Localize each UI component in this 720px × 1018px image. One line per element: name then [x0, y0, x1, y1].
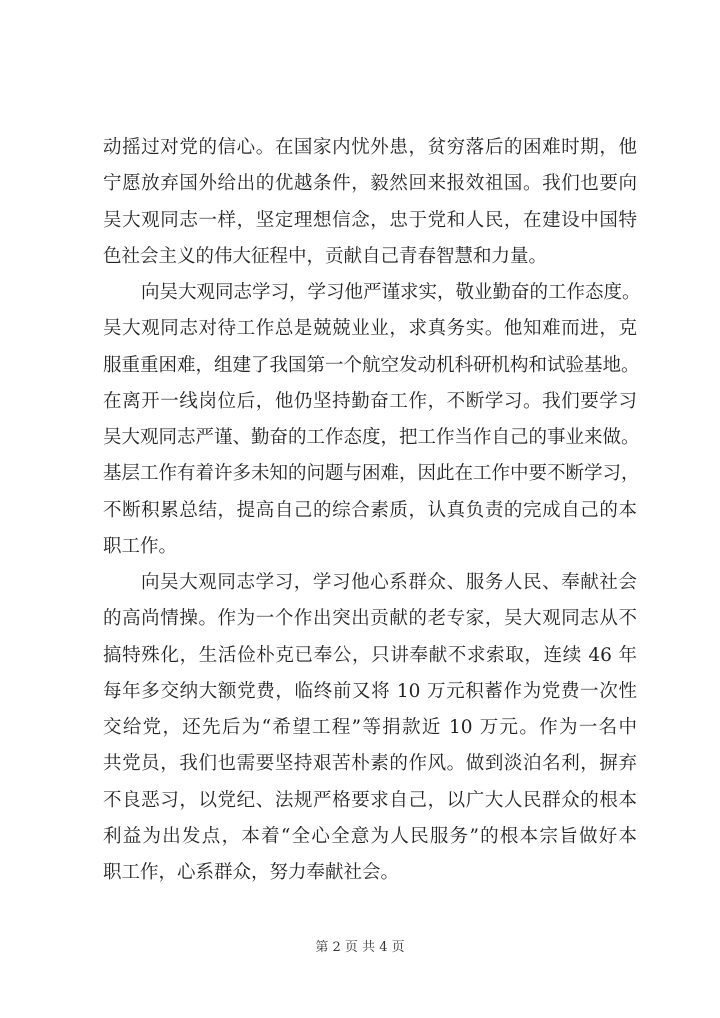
- text-line: 宁愿放弃国外给出的优越条件，毅然回来报效祖国。我们也要向: [103, 173, 637, 195]
- text-line: 共党员，我们也需要坚持艰苦朴素的作风。做到淡泊名利，摒弃: [103, 753, 637, 775]
- text-line: 色社会主义的伟大征程中，贡献自己青春智慧和力量。: [103, 245, 548, 267]
- text-line: 利益为出发点，本着“全心全意为人民服务”的根本宗旨做好本: [103, 825, 637, 847]
- text-line: 在离开一线岗位后，他仍坚持勤奋工作，不断学习。我们要学习: [103, 390, 637, 412]
- text-line: 基层工作有着许多未知的问题与困难，因此在工作中要不断学习，: [103, 463, 640, 485]
- text-line: 向吴大观同志学习，学习他严谨求实，敬业勤奋的工作态度。: [141, 282, 641, 303]
- text-line: 交给党，还先后为“希望工程”等捐款近 10 万元。作为一名中: [103, 717, 637, 738]
- text-line: 服重重困难，组建了我国第一个航空发动机科研机构和试验基地。: [103, 354, 640, 376]
- text-line: 吴大观同志严谨、勤奋的工作态度，把工作当作自己的事业来做。: [103, 427, 640, 448]
- text-line: 职工作。: [103, 535, 178, 557]
- text-line: 搞特殊化，生活俭朴克已奉公，只讲奉献不求索取，连续 46 年: [103, 644, 637, 666]
- text-line: 每年多交纳大额党费，临终前又将 10 万元积蓄作为党费一次性: [103, 680, 637, 702]
- text-line: 吴大观同志一样，坚定理想信念，忠于党和人民，在建设中国特: [103, 209, 637, 231]
- document-body: [103, 130, 641, 891]
- page-number: 第 2 页 共 4 页: [315, 940, 405, 955]
- text-line: 动摇过对党的信心。在国家内忧外患，贫穷落后的困难时期，他: [103, 137, 637, 158]
- text-line: 向吴大观同志学习，学习他心系群众、服务人民、奉献社会: [141, 572, 637, 593]
- text-line: 不良恶习，以党纪、法规严格要求自己，以广大人民群众的根本: [103, 789, 637, 811]
- text-line: 吴大观同志对待工作总是兢兢业业，求真务实。他知难而进，克: [103, 318, 637, 340]
- text-line: 职工作，心系群众，努力奉献社会。: [103, 862, 400, 883]
- text-line: 不断积累总结，提高自己的综合素质，认真负责的完成自己的本: [103, 499, 637, 521]
- text-line: 的高尚情操。作为一个作出突出贡献的老专家，吴大观同志从不: [103, 608, 637, 630]
